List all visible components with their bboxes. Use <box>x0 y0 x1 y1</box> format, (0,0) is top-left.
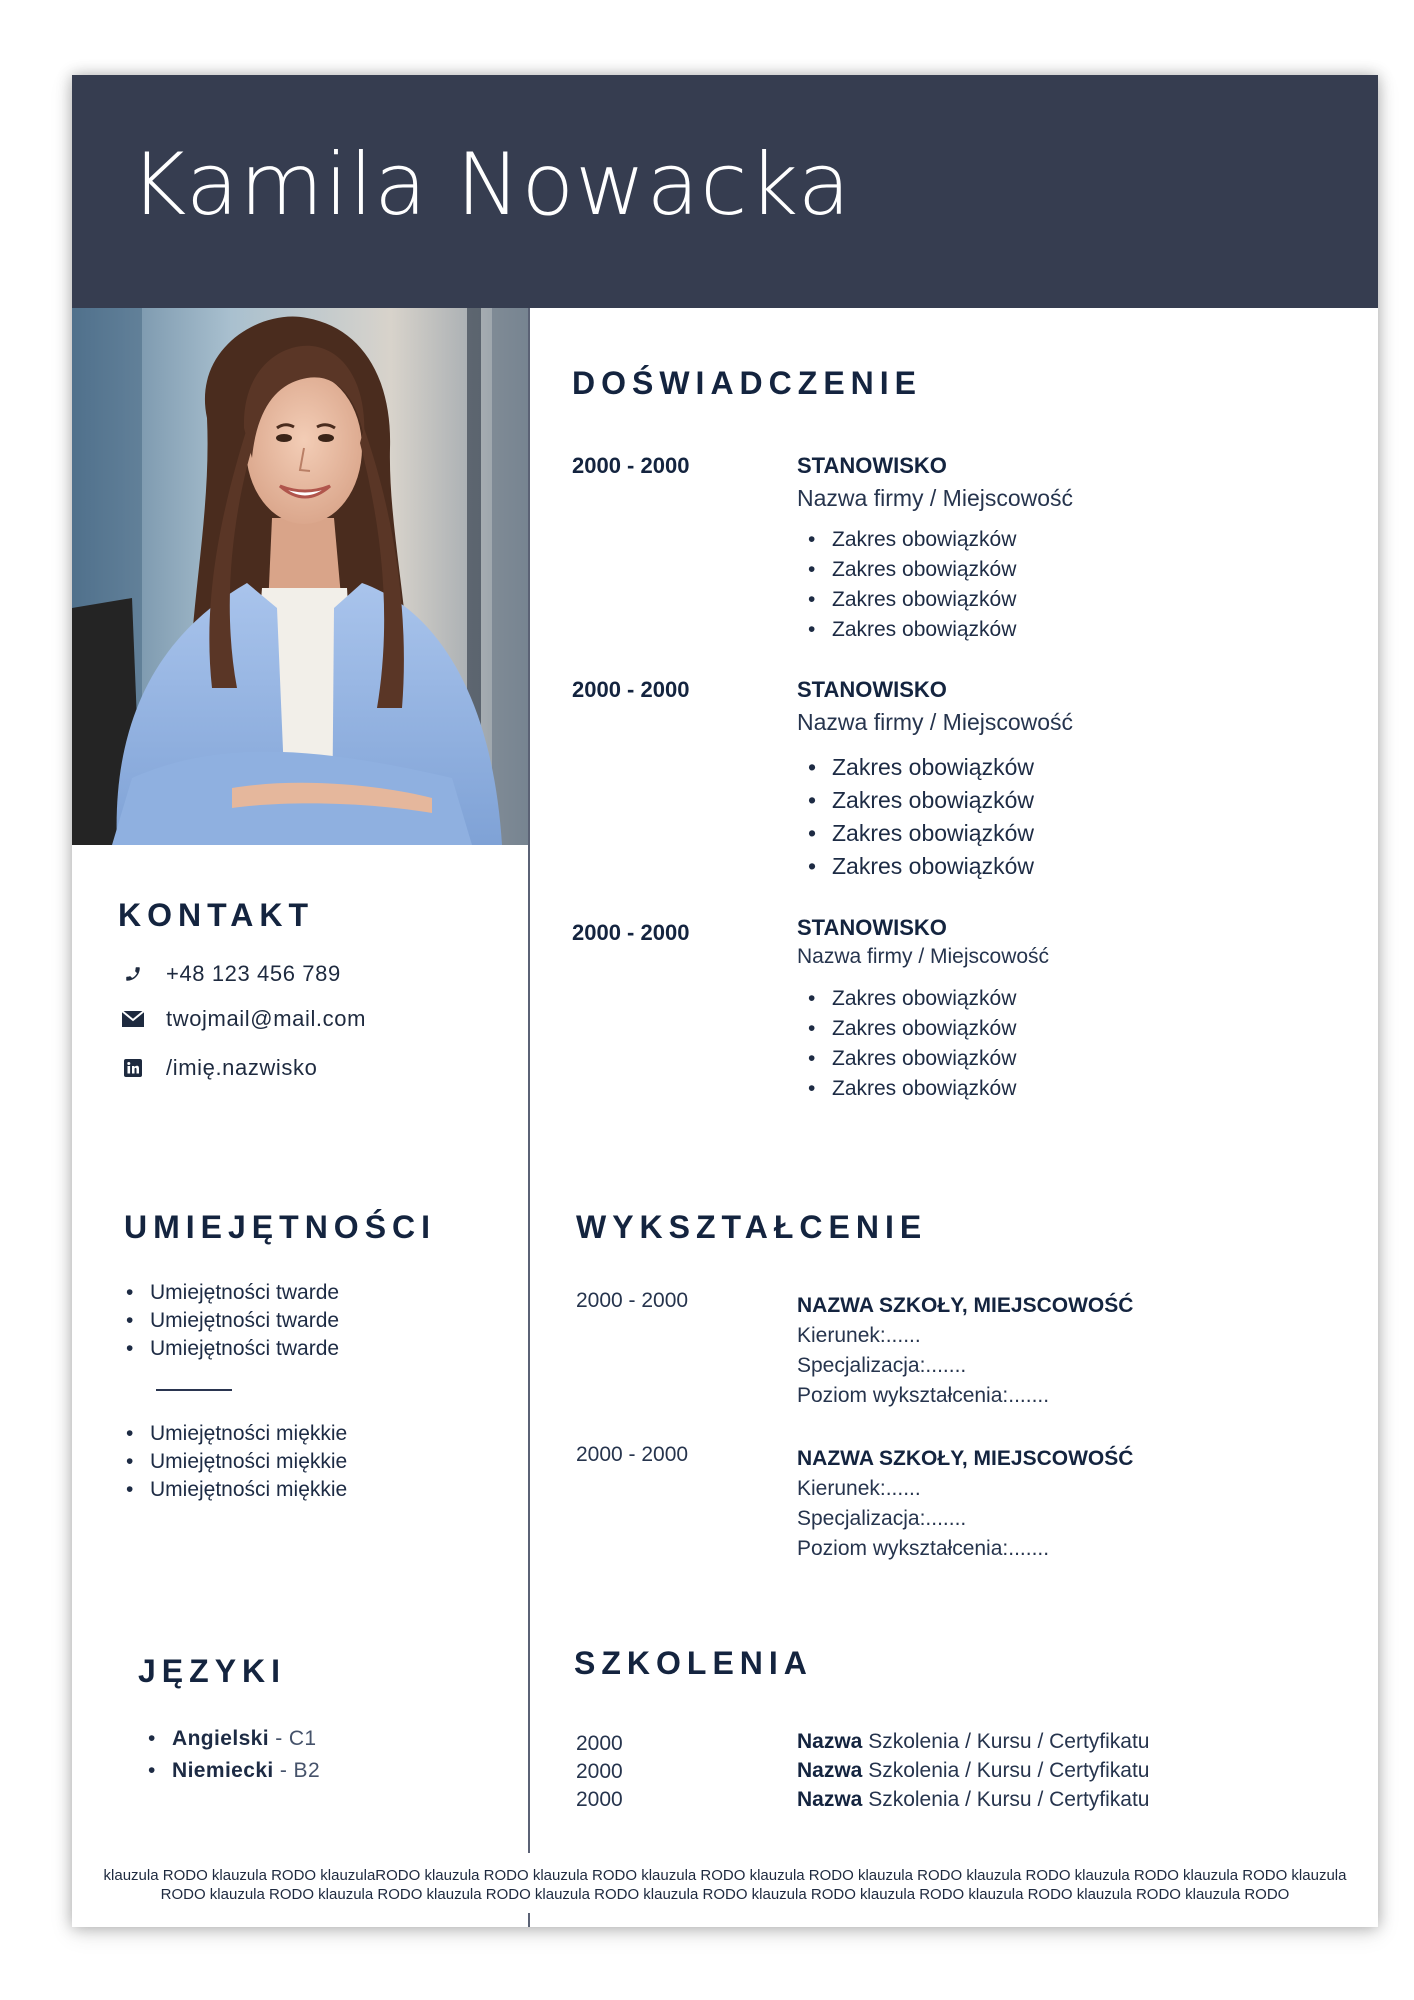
column-divider-tail <box>528 1913 530 1927</box>
list-item: • Umiejętności miękkie <box>124 1420 347 1448</box>
education-date: 2000 - 2000 <box>576 1443 689 1466</box>
duties-list <box>806 525 1016 645</box>
training-name-rest: Szkolenia / Kursu / Certyfikatu <box>862 1759 1150 1782</box>
languages-list <box>146 1723 320 1787</box>
training-year: 2000 <box>576 1760 623 1783</box>
list-item: • Zakres obowiązków <box>806 784 1034 817</box>
contact-phone <box>118 959 341 989</box>
list-item: • Zakres obowiązków <box>806 984 1016 1014</box>
language-name: Niemiecki <box>172 1759 274 1782</box>
list-item: • Umiejętności twarde <box>124 1279 339 1307</box>
phone-icon <box>118 959 148 989</box>
profile-photo <box>72 308 528 845</box>
education-level: Poziom wykształcenia:....... <box>797 1537 1050 1560</box>
list-item: • Umiejętności miękkie <box>124 1476 347 1504</box>
experience-company: Nazwa firmy / Miejscowość <box>797 709 1074 735</box>
experience-title: DOŚWIADCZENIE <box>572 365 922 401</box>
education-school: NAZWA SZKOŁY, MIEJSCOWOŚĆ <box>797 1447 1134 1470</box>
phone-number: +48 123 456 789 <box>166 961 341 986</box>
education-field: Kierunek:...... <box>797 1477 921 1500</box>
language-item <box>146 1755 320 1787</box>
linkedin-icon <box>118 1053 148 1083</box>
experience-company: Nazwa firmy / Miejscowość <box>797 945 1050 968</box>
experience-company: Nazwa firmy / Miejscowość <box>797 485 1074 511</box>
language-name: Angielski <box>172 1727 269 1750</box>
training-entry <box>797 1730 1149 1754</box>
education-level: Poziom wykształcenia:....... <box>797 1384 1050 1407</box>
contact-email <box>118 1004 366 1034</box>
envelope-icon <box>118 1004 148 1034</box>
training-entry <box>797 1759 1149 1783</box>
list-item: • Umiejętności twarde <box>124 1307 339 1335</box>
list-item: • Zakres obowiązków <box>806 1044 1016 1074</box>
list-item: • Zakres obowiązków <box>806 850 1034 883</box>
portrait-illustration <box>72 308 528 845</box>
candidate-name: Kamila Nowacka <box>130 135 852 235</box>
education-date: 2000 - 2000 <box>576 1289 689 1312</box>
language-level: - C1 <box>268 1727 317 1750</box>
list-item: • Zakres obowiązków <box>806 751 1034 784</box>
duties-list <box>806 751 1034 883</box>
list-item: • Zakres obowiązków <box>806 817 1034 850</box>
experience-date: 2000 - 2000 <box>572 677 690 702</box>
training-entry <box>797 1788 1149 1812</box>
cv-page <box>72 75 1378 1927</box>
email-address: twojmail@mail.com <box>166 1006 367 1031</box>
hard-skills-list <box>124 1279 339 1363</box>
language-level: - B2 <box>273 1759 321 1782</box>
training-name-bold: Nazwa <box>797 1759 863 1782</box>
education-field: Kierunek:...... <box>797 1324 921 1347</box>
training-name-bold: Nazwa <box>797 1730 863 1753</box>
education-specialization: Specjalizacja:....... <box>797 1507 967 1530</box>
skills-separator <box>156 1389 232 1391</box>
rodo-clause: klauzula RODO klauzula RODO klauzulaRODO klauzula RODO klauzula RODO klauzula RODO klauzula RODO klauzula RODO klauzula RODO klauzula RODO klauzula RODO klauzula RODO klauzula RODO klauzula RODO klauzula RODO klauzula RODO klauzula RODO klauzula RODO klauzula RODO klauzula RODO klauzula RODO klauzula RODO <box>103 1867 1347 1903</box>
list-item: • Umiejętności twarde <box>124 1335 339 1363</box>
language-item <box>146 1723 320 1755</box>
experience-role: STANOWISKO <box>797 915 947 940</box>
list-item: • Zakres obowiązków <box>806 1014 1016 1044</box>
list-item: • Zakres obowiązków <box>806 555 1016 585</box>
experience-date: 2000 - 2000 <box>572 453 690 478</box>
education-title: WYKSZTAŁCENIE <box>576 1209 928 1245</box>
column-divider <box>528 308 530 1853</box>
languages-title: JĘZYKI <box>138 1653 287 1689</box>
list-item: • Zakres obowiązków <box>806 615 1016 645</box>
header-banner <box>72 75 1378 308</box>
list-item: • Zakres obowiązków <box>806 525 1016 555</box>
list-item: • Zakres obowiązków <box>806 585 1016 615</box>
trainings-title: SZKOLENIA <box>574 1645 813 1681</box>
training-name-rest: Szkolenia / Kursu / Certyfikatu <box>862 1730 1150 1753</box>
linkedin-handle: /imię.nazwisko <box>166 1055 318 1080</box>
experience-date: 2000 - 2000 <box>572 920 690 945</box>
duties-list <box>806 984 1016 1104</box>
training-name-bold: Nazwa <box>797 1788 863 1811</box>
training-year: 2000 <box>576 1788 623 1811</box>
contact-title: KONTAKT <box>118 897 315 933</box>
list-item: • Umiejętności miękkie <box>124 1448 347 1476</box>
training-year: 2000 <box>576 1732 623 1755</box>
contact-linkedin <box>118 1053 317 1083</box>
education-school: NAZWA SZKOŁY, MIEJSCOWOŚĆ <box>797 1294 1134 1317</box>
education-specialization: Specjalizacja:....... <box>797 1354 967 1377</box>
training-name-rest: Szkolenia / Kursu / Certyfikatu <box>862 1788 1150 1811</box>
skills-title: UMIEJĘTNOŚCI <box>124 1209 437 1245</box>
soft-skills-list <box>124 1420 347 1504</box>
experience-role: STANOWISKO <box>797 453 947 478</box>
experience-role: STANOWISKO <box>797 677 947 702</box>
list-item: • Zakres obowiązków <box>806 1074 1016 1104</box>
